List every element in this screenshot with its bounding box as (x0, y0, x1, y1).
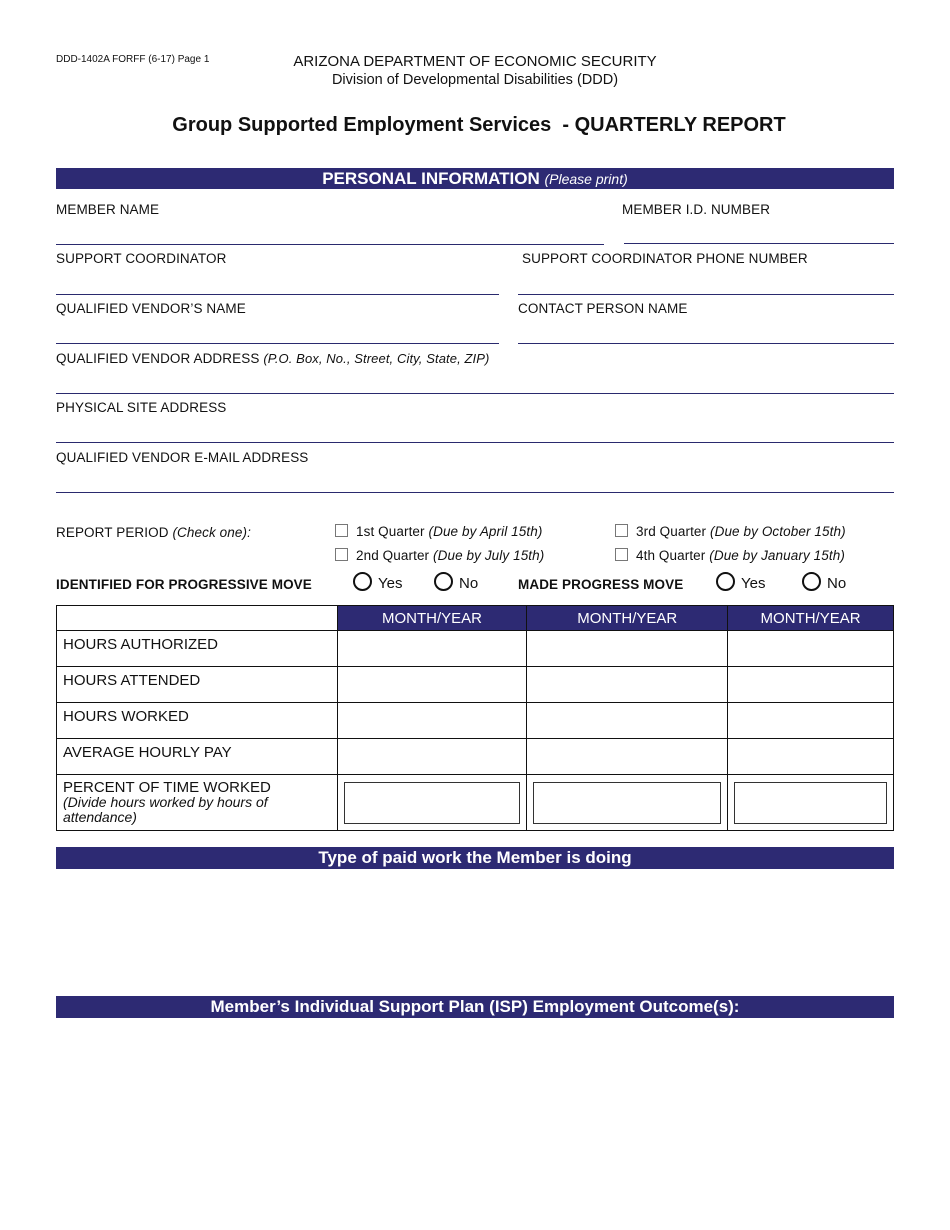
average-hourly-pay-label: AVERAGE HOURLY PAY (57, 739, 338, 775)
vendor-name-field[interactable] (56, 343, 499, 344)
percent-time-worked-label (57, 775, 338, 831)
percent-cell-2 (527, 775, 728, 831)
member-id-label: MEMBER I.D. NUMBER (622, 202, 771, 217)
quarter-1-due: (Due by April 15th) (428, 524, 543, 539)
quarter-2-label: 2nd Quarter (356, 548, 430, 563)
quarter-4-label: 4th Quarter (636, 548, 706, 563)
table-row (57, 703, 894, 739)
made-no-label: No (827, 575, 847, 592)
quarter-1-label: 1st Quarter (356, 524, 425, 539)
hours-worked-cell-3[interactable] (728, 703, 894, 739)
quarter-2-option[interactable] (335, 548, 544, 563)
average-pay-cell-3[interactable] (728, 739, 894, 775)
quarter-2-checkbox[interactable] (335, 548, 348, 561)
member-name-label: MEMBER NAME (56, 202, 160, 217)
made-no-option[interactable] (802, 572, 846, 592)
quarter-4-checkbox[interactable] (615, 548, 628, 561)
table-corner (57, 606, 338, 631)
hours-authorized-cell-2[interactable] (527, 631, 728, 667)
hours-table (56, 605, 894, 831)
quarter-4-due: (Due by January 15th) (709, 548, 845, 563)
quarter-3-due: (Due by October 15th) (710, 524, 846, 539)
month-year-header-2: MONTH/YEAR (527, 606, 728, 631)
made-progress-label: MADE PROGRESS MOVE (518, 577, 684, 592)
average-pay-cell-1[interactable] (337, 739, 527, 775)
table-row (57, 775, 894, 831)
hours-worked-cell-2[interactable] (527, 703, 728, 739)
identified-yes-radio[interactable] (353, 572, 372, 591)
sc-phone-field[interactable] (518, 294, 894, 295)
quarter-1-option[interactable] (335, 524, 542, 539)
percent-label-note: (Divide hours worked by hours of attendance) (63, 794, 268, 825)
percent-cell-3 (728, 775, 894, 831)
percent-input-3[interactable] (734, 782, 887, 824)
physical-site-label: PHYSICAL SITE ADDRESS (56, 400, 227, 415)
vendor-address-label (56, 351, 489, 366)
identified-progressive-label: IDENTIFIED FOR PROGRESSIVE MOVE (56, 577, 312, 592)
hours-attended-label: HOURS ATTENDED (57, 667, 338, 703)
contact-person-field[interactable] (518, 343, 894, 344)
contact-person-label: CONTACT PERSON NAME (518, 301, 688, 316)
page-title: Group Supported Employment Services - QUARTERLY REPORT (172, 114, 786, 136)
percent-label-text: PERCENT OF TIME WORKED (63, 779, 271, 796)
personal-info-header (56, 168, 894, 189)
identified-yes-option[interactable] (353, 572, 402, 592)
hours-authorized-cell-1[interactable] (337, 631, 527, 667)
member-name-field[interactable] (56, 244, 604, 245)
table-row (57, 739, 894, 775)
month-year-header-1: MONTH/YEAR (337, 606, 527, 631)
identified-no-option[interactable] (434, 572, 478, 592)
report-period-note: (Check one): (172, 525, 251, 540)
vendor-address-text: QUALIFIED VENDOR ADDRESS (56, 351, 260, 366)
agency-name: ARIZONA DEPARTMENT OF ECONOMIC SECURITY (293, 53, 657, 70)
percent-cell-1 (337, 775, 527, 831)
paid-work-area[interactable] (56, 872, 894, 990)
average-pay-cell-2[interactable] (527, 739, 728, 775)
table-row (57, 631, 894, 667)
personal-info-note: (Please print) (544, 171, 628, 187)
identified-no-radio[interactable] (434, 572, 453, 591)
quarter-2-due: (Due by July 15th) (433, 548, 545, 563)
made-yes-radio[interactable] (716, 572, 735, 591)
made-yes-label: Yes (741, 575, 766, 592)
vendor-address-note: (P.O. Box, No., Street, City, State, ZIP) (263, 351, 490, 366)
quarter-3-label: 3rd Quarter (636, 524, 707, 539)
hours-worked-cell-1[interactable] (337, 703, 527, 739)
table-row (57, 667, 894, 703)
hours-worked-label: HOURS WORKED (57, 703, 338, 739)
member-id-field[interactable] (624, 243, 894, 244)
hours-attended-cell-1[interactable] (337, 667, 527, 703)
sc-phone-label: SUPPORT COORDINATOR PHONE NUMBER (522, 251, 808, 266)
report-period-text: REPORT PERIOD (56, 525, 169, 540)
hours-attended-cell-3[interactable] (728, 667, 894, 703)
isp-outcome-header: Member’s Individual Support Plan (ISP) Employment Outcome(s): (56, 996, 894, 1018)
vendor-name-label: QUALIFIED VENDOR’S NAME (56, 301, 246, 316)
percent-input-2[interactable] (533, 782, 721, 824)
made-yes-option[interactable] (716, 572, 765, 592)
support-coordinator-field[interactable] (56, 294, 499, 295)
quarter-4-option[interactable] (615, 548, 845, 563)
quarter-3-checkbox[interactable] (615, 524, 628, 537)
personal-info-heading: PERSONAL INFORMATION (322, 169, 540, 188)
division-name: Division of Developmental Disabilities (DDD) (331, 72, 619, 88)
hours-authorized-cell-3[interactable] (728, 631, 894, 667)
quarter-1-checkbox[interactable] (335, 524, 348, 537)
vendor-address-field[interactable] (56, 393, 894, 394)
vendor-email-field[interactable] (56, 492, 894, 493)
hours-attended-cell-2[interactable] (527, 667, 728, 703)
made-no-radio[interactable] (802, 572, 821, 591)
form-id: DDD-1402A FORFF (6-17) Page 1 (56, 54, 210, 65)
identified-yes-label: Yes (378, 575, 403, 592)
support-coordinator-label: SUPPORT COORDINATOR (56, 251, 227, 266)
quarter-3-option[interactable] (615, 524, 846, 539)
paid-work-header: Type of paid work the Member is doing (56, 847, 894, 869)
hours-authorized-label: HOURS AUTHORIZED (57, 631, 338, 667)
table-header-row (57, 606, 894, 631)
vendor-email-label: QUALIFIED VENDOR E-MAIL ADDRESS (56, 450, 309, 465)
month-year-header-3: MONTH/YEAR (728, 606, 894, 631)
isp-outcome-area[interactable] (56, 1022, 894, 1202)
identified-no-label: No (459, 575, 479, 592)
report-period-label (56, 525, 251, 540)
physical-site-field[interactable] (56, 442, 894, 443)
percent-input-1[interactable] (344, 782, 521, 824)
